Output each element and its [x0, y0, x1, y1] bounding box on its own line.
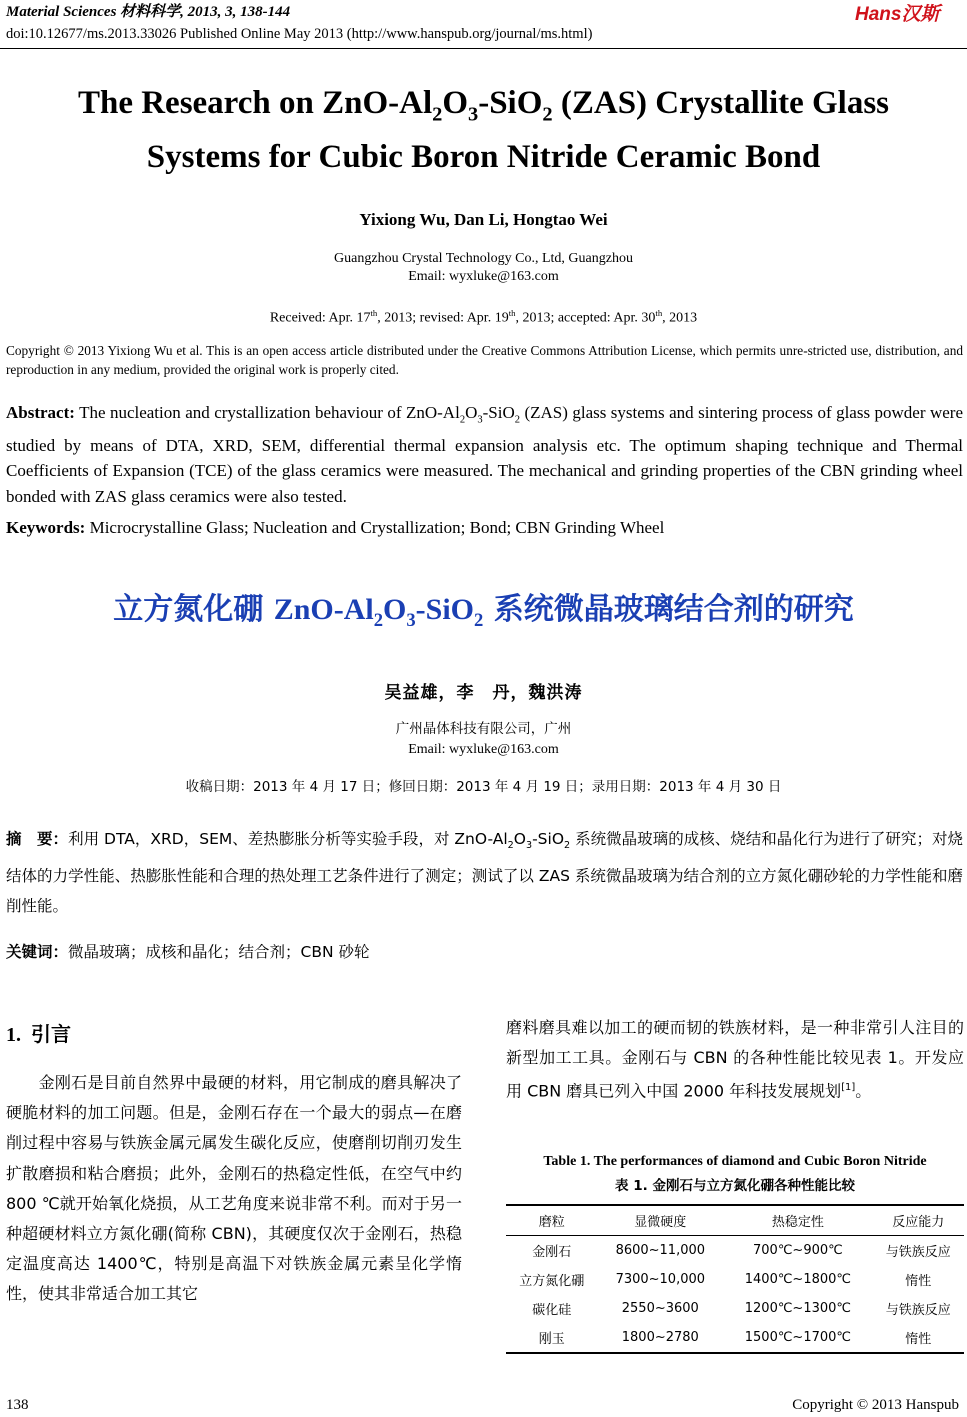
journal-name: Material Sciences 材料科学: [6, 4, 181, 20]
table-cell: 1400℃~1800℃: [744, 1272, 852, 1287]
authors-en: Yixiong Wu, Dan Li, Hongtao Wei: [359, 210, 608, 229]
body-right-column: 磨料磨具难以加工的硬而韧的铁族材料，是一种非常引人注目的新型加工工具。金刚石与 CBN 的各种性能比较见表 1。开发应用 CBN 磨具已列入中国 2000 年科技发展规划[1]。: [506, 1018, 964, 1101]
section-number: 1.: [6, 1024, 21, 1046]
title-en: [0, 82, 967, 178]
body-left-column: 金刚石是目前自然界中最硬的材料，用它制成的磨具解决了硬脆材料的加工问题。但是，金刚石存在一个最大的弱点—在磨削过程中容易与铁族金属元属发生碳化反应，使磨削切削刃发生扩散磨损和粘合磨损；此外，金刚石的热稳定性低，在空气中约 800 ℃就开始氧化烧损，从工艺角度来说非常不利。而对于另一种超硬材料立方氮化硼(简称 CBN)，其硬度仅次于金刚石，热稳定温度高达 1400℃，特别是高温下对铁族金属元素呈化学惰性，使其非常适合加工其它: [6, 1073, 462, 1304]
journal-volume: , 2013, 3, 138-144: [180, 4, 291, 20]
table-row: [506, 1236, 964, 1266]
page-number: 138: [6, 1397, 29, 1413]
table-cell: 2550~3600: [621, 1301, 699, 1316]
table-cell: 1200℃~1300℃: [744, 1301, 852, 1316]
table-header-cell: 热稳定性: [771, 1215, 824, 1230]
table-header-cell: 磨粒: [538, 1215, 565, 1230]
footer-copyright: Copyright © 2013 Hanspub: [792, 1397, 959, 1413]
logo-text: Hans汉斯: [855, 4, 940, 24]
table-header-cell: 反应能力: [892, 1215, 945, 1230]
header-rule: [0, 48, 967, 49]
abstract-label: Abstract:: [6, 403, 75, 422]
table-cell: 7300~10,000: [615, 1272, 706, 1287]
abstract-cn: 摘 要：利用 DTA，XRD，SEM、差热膨胀分析等实验手段，对 ZnO-$Al_2O_3-SiO_2$ 系统微晶玻璃的成核、烧结和晶化行为进行了研究；对烧结体的力学性能、热膨胀性能和合理的热处理工艺条件进行了测定；测试了以 ZAS 系统微晶玻璃为结合剂的立方氮化硼砂轮的力学性能和磨削性能。: [6, 830, 963, 916]
table-cell: 1500℃~1700℃: [744, 1330, 852, 1345]
journal-header: [6, 2, 290, 22]
email-cn: Email: wyxluke@163.com: [408, 742, 559, 757]
title-cn: 立方氮化硼 ZnO-$Al_2O_3-SiO_2$ 系统微晶玻璃结合剂的研究: [113, 592, 854, 631]
table-caption-en: Table 1. The performances of diamond and Cubic Boron Nitride: [543, 1154, 927, 1169]
title-en-line1: The Research on ZnO-$Al_2O_3-SiO_2$ (ZAS) Crystallite Glass: [77, 85, 890, 126]
copyright-notice: Copyright © 2013 Yixiong Wu et al. This is an open access article distributed under the Creative Commons Attribution License, which permits unre-stricted use, distribution, and reproduction in any medium, provided the original work is properly cited.: [6, 343, 963, 377]
affiliation-cn: 广州晶体科技有限公司，广州: [395, 721, 572, 737]
keywords-cn-label: 关键词：: [6, 943, 69, 961]
keywords-label: Keywords:: [6, 518, 86, 537]
abstract-cn-label: 摘 要：: [6, 830, 69, 848]
hans-logo: [855, 2, 959, 24]
email-en: Email: wyxluke@163.com: [408, 269, 559, 284]
table-header-cell: 显微硬度: [634, 1215, 687, 1230]
abstract-en: Abstract: The nucleation and crystallization behaviour of ZnO-$Al_2O_3-SiO_2$ (ZAS) glass systems and sintering process of glass powder were studied by means of DTA, XRD, SEM, differential thermal expansion analysis etc. The optimum shaping technique and Thermal Coefficients of Expansion (TCE) of the glass ceramics were measured. The mechanical and grinding properties of the CBN grinding wheel bonded with ZAS glass ceramics were also tested.: [6, 403, 963, 506]
keywords-en: Keywords: Microcrystalline Glass; Nucleation and Crystallization; Bond; CBN Grinding Wheel: [6, 518, 665, 537]
table-cell: 与铁族反应: [885, 1245, 951, 1260]
table-cell: 1800~2780: [621, 1330, 699, 1345]
table-cell: 立方氮化硼: [519, 1274, 585, 1289]
table-caption-cn: 表 1. 金刚石与立方氮化硼各种性能比较: [615, 1178, 855, 1194]
keywords-cn: 关键词：微晶玻璃；成核和晶化；结合剂；CBN 砂轮: [6, 943, 370, 961]
section-title: 引言: [31, 1022, 71, 1046]
table-row: [506, 1294, 964, 1323]
table-cell: 8600~11,000: [615, 1243, 706, 1258]
authors-cn: 吴益雄，李 丹，魏洪涛: [384, 683, 583, 703]
title-en-line2: Systems for Cubic Boron Nitride Ceramic Bond: [146, 138, 821, 175]
received-dates-en: Received: Apr. 17th, 2013; revised: Apr. 19th, 2013; accepted: Apr. 30th, 2013: [269, 308, 698, 326]
table-cell: 刚玉: [538, 1332, 565, 1347]
table-cell: 惰性: [905, 1274, 932, 1289]
table-row: [506, 1265, 964, 1294]
performance-table: [506, 1204, 964, 1354]
citation-ref[interactable]: [1]: [841, 1082, 856, 1094]
table-cell: 金刚石: [532, 1245, 572, 1260]
table-cell: 惰性: [905, 1332, 932, 1347]
doi-line: doi:10.12677/ms.2013.33026 Published Online May 2013 (http://www.hanspub.org/journal/ms.html): [6, 26, 593, 42]
table-row: [506, 1323, 964, 1353]
section-heading: [6, 1018, 71, 1047]
table-cell: 碳化硅: [532, 1303, 572, 1318]
table-cell: 700℃~900℃: [753, 1243, 843, 1258]
received-dates-cn: 收稿日期：2013 年 4 月 17 日；修回日期：2013 年 4 月 19 日；录用日期：2013 年 4 月 30 日: [185, 779, 782, 795]
table-header-row: [506, 1205, 964, 1236]
affiliation-en: Guangzhou Crystal Technology Co., Ltd, Guangzhou: [334, 251, 633, 266]
table-cell: 与铁族反应: [885, 1303, 951, 1318]
